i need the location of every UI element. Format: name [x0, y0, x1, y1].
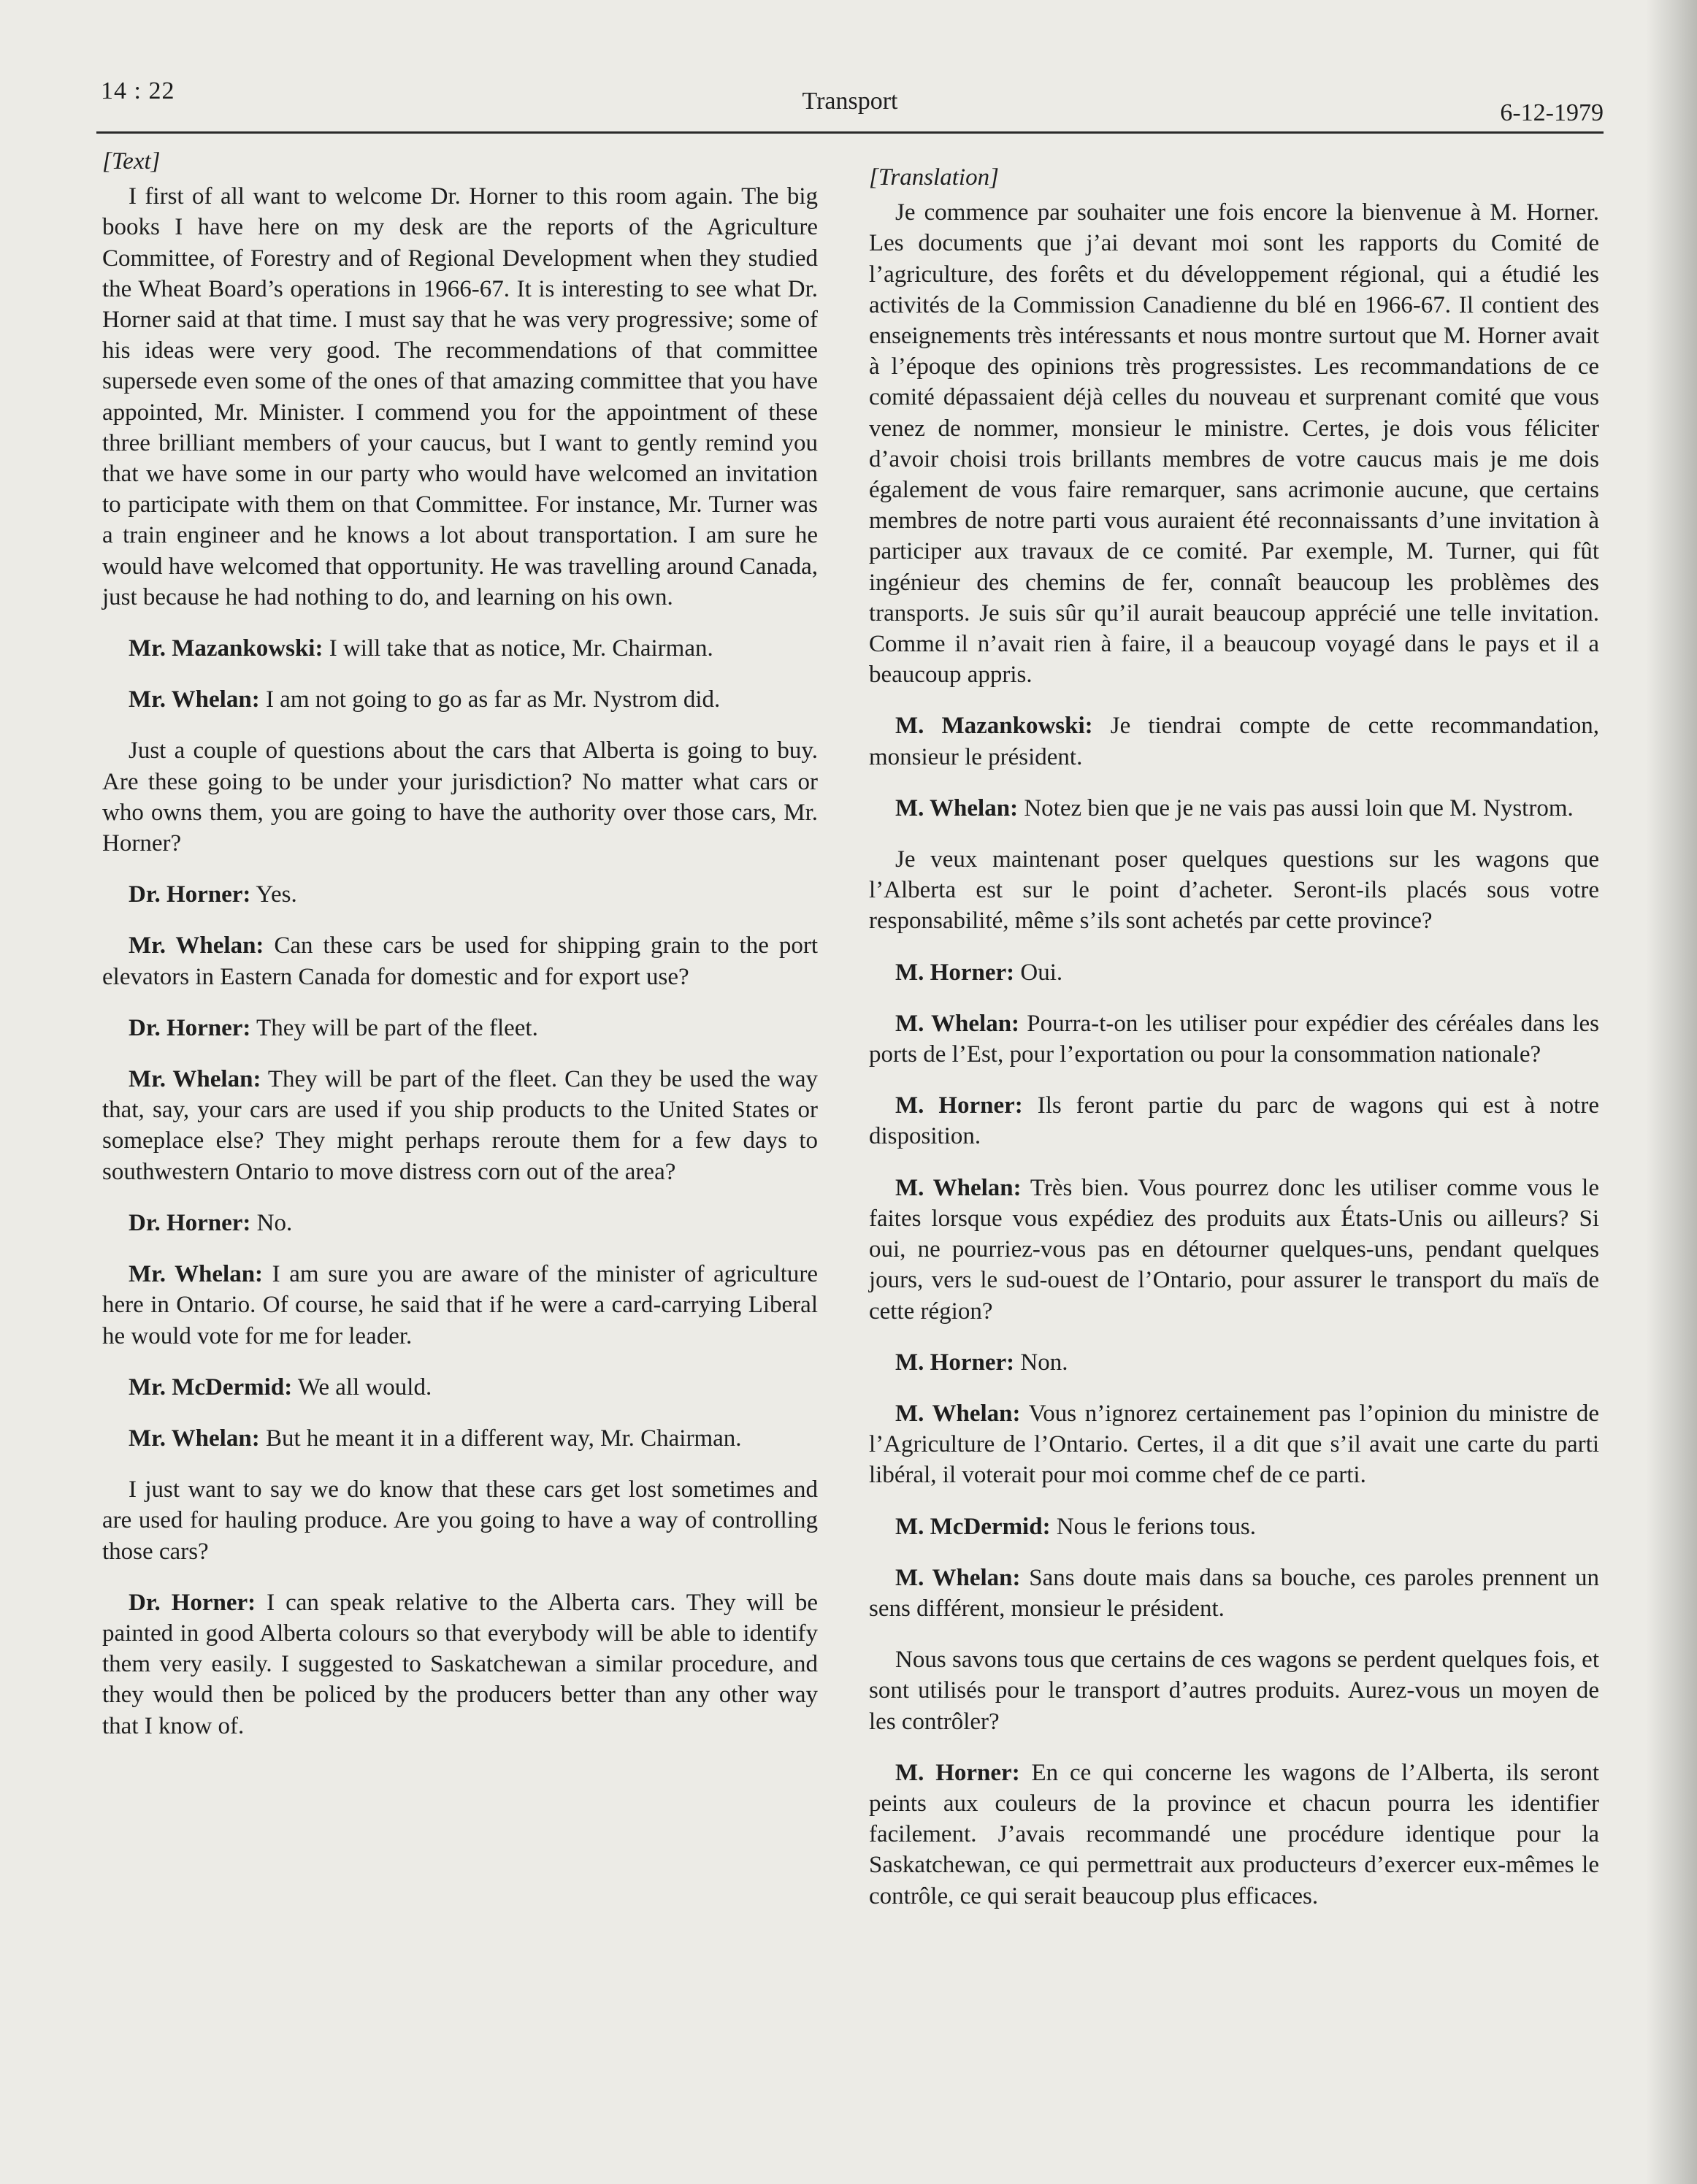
- speaker: M. Horner:: [895, 1759, 1020, 1786]
- speaker: Mr. Whelan:: [129, 1425, 260, 1452]
- speaker: Mr. Whelan:: [129, 686, 260, 713]
- paragraph: [102, 633, 818, 664]
- page-header: [96, 72, 1604, 134]
- paragraph: [869, 710, 1599, 772]
- french-column: [869, 162, 1599, 1932]
- speech-text: I will take that as notice, Mr. Chairman.: [323, 635, 713, 662]
- speaker: Dr. Horner:: [129, 1209, 251, 1236]
- page-number: 14 : 22: [101, 77, 175, 104]
- speaker: M. Horner:: [895, 1092, 1023, 1119]
- speaker: M. Horner:: [895, 1349, 1015, 1376]
- speech-text: I am sure you are aware of the minister of agriculture here in Ontario. Of course, he said that if he were a card-carrying Liberal he would vote for me for leader.: [102, 1261, 818, 1349]
- paragraph: [102, 1423, 818, 1454]
- paragraph: [102, 879, 818, 910]
- speaker: Dr. Horner:: [129, 1014, 251, 1041]
- speech-text: Non.: [1014, 1349, 1068, 1376]
- speech-text: Oui.: [1014, 959, 1063, 986]
- paragraph: [102, 735, 818, 859]
- speech-text: Pourra-t-on les utiliser pour expédier des céréales dans les ports de l’Est, pour l’exportation ou pour la consommation nationale?: [869, 1010, 1599, 1068]
- speech-text: Je veux maintenant poser quelques questions sur les wagons que l’Alberta est sur le point d’acheter. Seront-ils placés sous votre responsabilité, même s’ils sont achetés par cette province?: [869, 846, 1599, 935]
- paragraph: [102, 1587, 818, 1742]
- section-title: Transport: [802, 88, 898, 115]
- paragraph: [869, 1758, 1599, 1912]
- speech-text: Yes.: [250, 881, 297, 908]
- speech-text: I can speak relative to the Alberta cars. They will be painted in good Alberta colours so that everybody will be able to identify them very easily. I suggested to Saskatchewan a similar procedure, and they would then be policed by the producers better than any other way that I know of.: [102, 1589, 818, 1739]
- paragraph: [102, 930, 818, 992]
- speech-text: They will be part of the fleet. Can they be used the way that, say, your cars are used if you ship products to the United States or someplace else? They might perhaps reroute them for a few days to southwestern Ontario to move distress corn out of the area?: [102, 1066, 818, 1185]
- paragraph: [869, 1511, 1599, 1542]
- paragraph: [102, 1372, 818, 1403]
- speaker: Mr. Whelan:: [129, 932, 264, 959]
- paragraph: [869, 1008, 1599, 1070]
- speech-text: Can these cars be used for shipping grain to the port elevators in Eastern Canada for domestic and for export use?: [102, 932, 819, 990]
- speaker: Dr. Horner:: [129, 881, 251, 908]
- page-binding-shadow: [1646, 0, 1697, 2184]
- speech-text: I am not going to go as far as Mr. Nystrom did.: [259, 686, 721, 713]
- page-date: 6-12-1979: [1500, 99, 1604, 126]
- speaker: Mr. Mazankowski:: [129, 635, 323, 662]
- column-label: [Text]: [102, 148, 161, 175]
- paragraph: [869, 1398, 1599, 1491]
- speaker: M. Whelan:: [895, 1400, 1021, 1427]
- speech-text: Notez bien que je ne vais pas aussi loin que M. Nystrom.: [1018, 794, 1574, 821]
- paragraph: [869, 1563, 1599, 1624]
- paragraph: [102, 1064, 818, 1187]
- paragraph: [869, 844, 1599, 937]
- speech-text: Je commence par souhaiter une fois encore la bienvenue à M. Horner. Les documents que j’ai devant moi sont les rapports du Comité de l’agriculture, des forêts et du développement régional, qui a étudié les activités de la Commission Canadienne du blé en 1966-67. Il contient des enseignements très intéressants et nous montre surtout que M. Horner avait à l’époque des opinions très progressistes. Les recommandations de ce comité dépassaient déjà celles du nouveau et surprenant comité que vous venez de nommer, monsieur le ministre. Certes, je dois vous féliciter d’avoir choisi trois brillants membres de votre caucus mais je me dois également de vous faire remarquer, sans acrimonie aucune, que certains membres de notre parti vous auraient été reconnaissants d’une invitation à participer aux travaux de ce comité. Par exemple, M. Turner, qui fût ingénieur des chemins de fer, connaît beaucoup les problèmes des transports. Je suis sûr qu’il aurait beaucoup apprécié une telle invitation. Comme il n’avait rien à faire, il a beaucoup voyagé dans le pays et il a beaucoup appris.: [869, 199, 1599, 689]
- speech-text: En ce qui concerne les wagons de l’Alberta, ils seront peints aux couleurs de la province et chacun pourra les identifier facilement. J’avais recommandé une procédure identique pour la Saskatchewan, ce qui permettrait aux producteurs d’exercer eux-mêmes le contrôle, ce qui serait beaucoup plus efficaces.: [869, 1759, 1599, 1909]
- speech-text: But he meant it in a different way, Mr. Chairman.: [259, 1425, 742, 1452]
- speaker: Dr. Horner:: [129, 1589, 256, 1616]
- speaker: M. Whelan:: [895, 1564, 1021, 1591]
- speaker: Mr. McDermid:: [129, 1373, 293, 1401]
- speech-text: Vous n’ignorez certainement pas l’opinion du ministre de l’Agriculture de l’Ontario. Certes, il a dit que s’il avait une carte du parti libéral, il voterait pour moi comme chef de ce parti.: [869, 1400, 1600, 1489]
- speech-text: I first of all want to welcome Dr. Horner to this room again. The big books I have here on my desk are the reports of the Agriculture Committee, of Forestry and of Regional Development when they studied the Wheat Board’s operations in 1966-67. It is interesting to see what Dr. Horner said at that time. I must say that he was very progressive; some of his ideas were very good. The recommendations of that committee supersede even some of the ones of that amazing committee that you have appointed, Mr. Minister. I commend you for the appointment of these three brilliant members of your caucus, but I want to gently remind you that we have some in our party who would have welcomed an invitation to participate with them on that Committee. For instance, Mr. Turner was a train engineer and he knows a lot about transportation. I am sure he would have welcomed that opportunity. He was travelling around Canada, just because he had nothing to do, and learning on his own.: [102, 183, 818, 610]
- paragraph: [869, 957, 1599, 988]
- paragraph: [102, 1474, 818, 1567]
- english-column: [102, 146, 818, 1762]
- speech-text: Sans doute mais dans sa bouche, ces paroles prennent un sens différent, monsieur le président.: [869, 1564, 1600, 1622]
- speaker: M. Whelan:: [895, 1010, 1020, 1037]
- speech-text: Just a couple of questions about the cars that Alberta is going to buy. Are these going to be under your jurisdiction? No matter what cars or who owns them, you are going to have the authority over those cars, Mr. Horner?: [102, 737, 818, 857]
- paragraph: [102, 181, 818, 613]
- paragraph: [869, 793, 1599, 824]
- paragraph: [102, 1208, 818, 1238]
- speech-text: Je tiendrai compte de cette recommandation, monsieur le président.: [869, 713, 1599, 770]
- speech-text: They will be part of the fleet.: [250, 1014, 538, 1041]
- speaker: M. Whelan:: [895, 1174, 1022, 1201]
- speaker: M. Whelan:: [895, 794, 1019, 821]
- speech-text: Ils feront partie du parc de wagons qui est à notre disposition.: [869, 1092, 1599, 1150]
- speech-text: Nous savons tous que certains de ces wagons se perdent quelques fois, et sont utilisés pour le transport d’autres produits. Aurez-vous un moyen de les contrôler?: [869, 1647, 1599, 1735]
- column-label: [Translation]: [869, 164, 999, 191]
- paragraph: [869, 1347, 1599, 1378]
- speaker: Mr. Whelan:: [129, 1261, 264, 1288]
- speaker: M. Horner:: [895, 959, 1015, 986]
- speech-text: I just want to say we do know that these cars get lost sometimes and are used for hauling produce. Are you going to have a way of controlling those cars?: [102, 1476, 818, 1565]
- paragraph: [869, 1173, 1599, 1327]
- speaker: Mr. Whelan:: [129, 1066, 261, 1093]
- paragraph: [102, 684, 818, 715]
- paragraph: [869, 1090, 1599, 1152]
- speech-text: We all would.: [292, 1373, 432, 1401]
- paragraph: [869, 1644, 1599, 1737]
- speaker: M. Mazankowski:: [895, 713, 1093, 740]
- speech-text: Nous le ferions tous.: [1050, 1513, 1256, 1540]
- speaker: M. McDermid:: [895, 1513, 1051, 1540]
- paragraph: [869, 197, 1599, 690]
- speech-text: Très bien. Vous pourrez donc les utiliser comme vous le faites lorsque vous expédiez des produits aux États-Unis ou ailleurs? Si oui, ne pourriez-vous pas en détourner quelques-uns, pendant quelques jours, vers le sud-ouest de l’Ontario, pour assurer le transport du maïs de cette région?: [869, 1174, 1599, 1325]
- speech-text: No.: [250, 1209, 293, 1236]
- paragraph: [102, 1259, 818, 1352]
- paragraph: [102, 1013, 818, 1043]
